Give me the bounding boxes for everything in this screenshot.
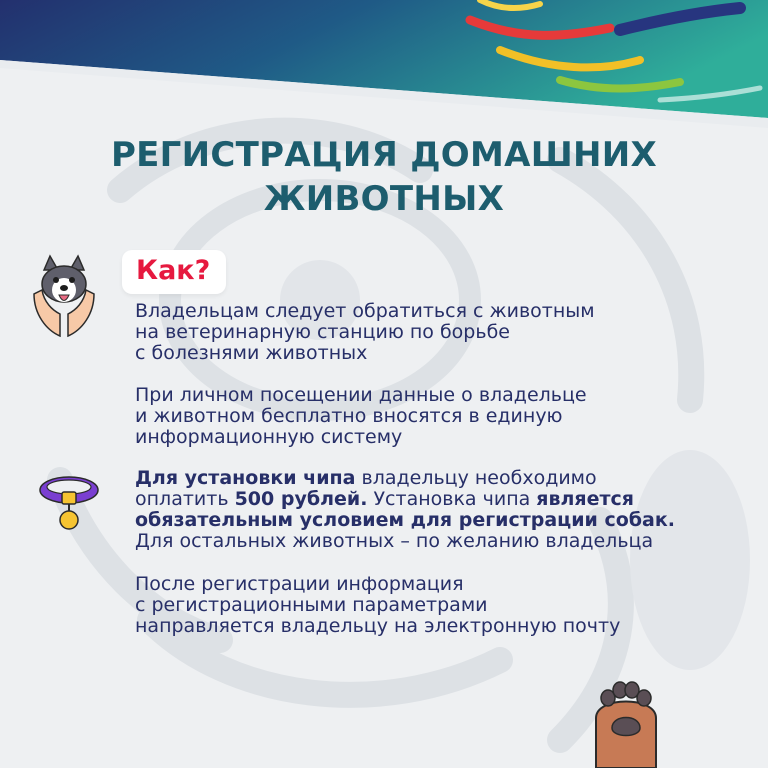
p3-mandatory-condition: обязательным условием для регистрации собак. <box>135 509 675 531</box>
p3-line-2 <box>135 489 735 510</box>
p2-line-1: При личном посещении данные о владельце <box>135 384 587 406</box>
p4-line-2: с регистрационными параметрами <box>135 594 488 616</box>
paragraph-data-entry <box>135 385 735 448</box>
p3-price: 500 рублей. <box>234 488 368 510</box>
p1-line-2: на ветеринарную станцию по борьбе <box>135 321 510 343</box>
paw-icon <box>590 678 662 768</box>
paragraph-chip-installation <box>135 468 735 552</box>
p3-line-1 <box>135 468 735 489</box>
p3-line-4: Для остальных животных – по желанию владельца <box>135 530 654 552</box>
page-title <box>40 133 728 221</box>
p4-line-3: направляется владельцу на электронную почту <box>135 615 621 637</box>
collar-icon <box>36 470 102 536</box>
p2-line-2: и животном бесплатно вносятся в единую <box>135 405 563 427</box>
paragraph-contact-vet-station <box>135 301 735 364</box>
p1-line-1: Владельцам следует обратиться с животным <box>135 300 595 322</box>
how-label: Как? <box>136 255 211 286</box>
p1-line-3: с болезнями животных <box>135 342 368 364</box>
p4-line-1: После регистрации информация <box>135 573 464 595</box>
p3-line-3 <box>135 510 735 531</box>
dog-in-hands-icon <box>30 252 98 340</box>
paragraph-email-notification <box>135 574 735 637</box>
title-line-1: РЕГИСТРАЦИЯ ДОМАШНИХ <box>110 135 658 175</box>
title-line-2: ЖИВОТНЫХ <box>263 179 505 219</box>
p2-line-3: информационную систему <box>135 426 403 448</box>
p3-line-2-mid: Установка чипа <box>367 488 537 510</box>
p3-line-2-pre: оплатить <box>135 488 235 510</box>
p3-line-2-bold2: является <box>536 488 634 510</box>
top-banner <box>0 0 768 128</box>
how-badge <box>122 250 226 294</box>
p3-line-1-rest: владельцу необходимо <box>355 467 597 489</box>
p3-line-1-bold: Для установки чипа <box>135 467 356 489</box>
